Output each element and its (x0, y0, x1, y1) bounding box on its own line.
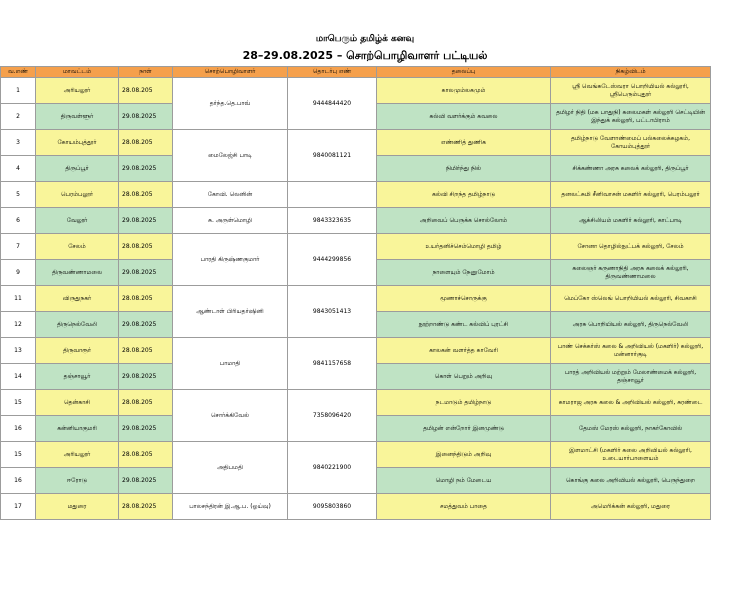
row-topic: இனைந்திடும் அறிவு (377, 442, 551, 468)
row-date: 28.08.2025 (119, 494, 173, 520)
row-speaker: கோவி. லெனின் (173, 182, 288, 208)
row-venue: இளமாட்சி (மகளிர் கலை அறிவியல் கல்லூரி, உடையார்பாளையம் (551, 442, 711, 468)
row-phone: 9444844420 (288, 78, 377, 130)
row-venue: காமராஜ அரசு கலை & அறிவியல் கல்லூரி, சுரண்டை (551, 390, 711, 416)
row-phone: 9841157658 (288, 338, 377, 390)
row-date: 29.08.2025 (119, 468, 173, 494)
row-district: திருவள்ளூர் (36, 104, 119, 130)
row-district: திருப்பூர் (36, 156, 119, 182)
row-phone: 9095803860 (288, 494, 377, 520)
row-speaker: பாரதி கிருஷ்ணகுமார் (173, 234, 288, 286)
table-header-row (1, 67, 711, 78)
row-venue: அரசு பொறியியல் கல்லூரி, திருநெல்வேலி (551, 312, 711, 338)
row-no: 1 (1, 78, 36, 104)
row-date: 28.08.205 (119, 234, 173, 260)
header-venue: நிகழ்விடம் (551, 67, 711, 78)
row-no: 15 (1, 442, 36, 468)
row-venue: அமெரிக்கன் கல்லூரி, மதுரை (551, 494, 711, 520)
row-venue: தமிழர் நிதி (மக பாதுநி) கலைமகள் கல்லூரி செட்டியின் இந்துக் கல்லூரி, பட்டாபிராம் (551, 104, 711, 130)
row-no: 12 (1, 312, 36, 338)
row-venue: பாண் செக்கர்ஸ் கலை & அறிவியல் (மகளிர்) கல்லூரி, மன்னார்குடி (551, 338, 711, 364)
row-date: 29.08.2025 (119, 156, 173, 182)
row-no: 2 (1, 104, 36, 130)
row-venue: கொங்கு கலை அறிவியல் கல்லூரி, பெருந்துறை (551, 468, 711, 494)
row-venue: மெப்கோ ஸ்லெங் பொறியியல் கல்லூரி, சிவகாசி (551, 286, 711, 312)
row-speaker: தர்ந்த.தெ.பாவ் (173, 78, 288, 130)
row-date: 28.08.205 (119, 78, 173, 104)
row-venue: தமிழ்நாடு வேளாண்மைப் பல்கலைக்கழகம், கோயம்புத்தூர் (551, 130, 711, 156)
row-date: 28.08.205 (119, 338, 173, 364)
row-no: 15 (1, 390, 36, 416)
row-no: 4 (1, 156, 36, 182)
row-date: 28.08.205 (119, 286, 173, 312)
page-title: மாபெரும் தமிழ்க் கனவு (315, 34, 415, 44)
row-topic: நடமாடும் தமிழ்நாடு (377, 390, 551, 416)
header-topic: தலைப்பு (377, 67, 551, 78)
row-district: திருநெல்வேலி (36, 312, 119, 338)
header-speaker: சொற்பொழிவாளர் (173, 67, 288, 78)
row-speaker: பாலசந்திரன் இ.ஆ.ப. (ஓய்வு) (173, 494, 288, 520)
row-district: ஈரோடு (36, 468, 119, 494)
row-date: 28.08.205 (119, 442, 173, 468)
row-phone (288, 182, 377, 208)
table-row (1, 390, 711, 416)
row-no: 6 (1, 208, 36, 234)
row-venue: சோனா தொழில்நுட்பக் கல்லூரி, சேலம் (551, 234, 711, 260)
row-no: 17 (1, 494, 36, 520)
row-district: அரியலூர் (36, 78, 119, 104)
row-no: 11 (1, 286, 36, 312)
row-no: 14 (1, 364, 36, 390)
row-speaker: பாமாதி (173, 338, 288, 390)
table-row (1, 286, 711, 312)
header-district: மாவட்டம் (36, 67, 119, 78)
row-date: 29.08.2025 (119, 312, 173, 338)
row-topic: நிமிர்ந்து நில் (377, 156, 551, 182)
row-topic: உயர்தனிச்செம்மொழி தமிழ் (377, 234, 551, 260)
row-topic: தமிழன் என்றோர் இனமுண்டு (377, 416, 551, 442)
table-row (1, 78, 711, 104)
row-no: 16 (1, 468, 36, 494)
row-topic: நாளையும் நேனுமோம் (377, 260, 551, 286)
row-date: 29.08.2025 (119, 104, 173, 130)
table-row (1, 338, 711, 364)
row-date: 28.08.205 (119, 182, 173, 208)
row-district: கோயம்புத்தூர் (36, 130, 119, 156)
row-phone: 9843323635 (288, 208, 377, 234)
row-topic: கொள் பெறும் அறிவு (377, 364, 551, 390)
row-no: 5 (1, 182, 36, 208)
row-district: வேலூர் (36, 208, 119, 234)
row-phone: 9840081121 (288, 130, 377, 182)
row-phone: 9840221900 (288, 442, 377, 494)
row-date: 29.08.2025 (119, 260, 173, 286)
row-district: தஞ்சாவூர் (36, 364, 119, 390)
speaker-table (0, 66, 711, 520)
row-venue: ஸ்ரீ வெங்கடேஸ்வரா பொறியியல் கல்லூரி, ஸ்ரீபெரும்புதூர் (551, 78, 711, 104)
header-date: நாள் (119, 67, 173, 78)
row-date: 29.08.2025 (119, 416, 173, 442)
row-no: 7 (1, 234, 36, 260)
row-topic: நூற்றாண்டு கண்ட கல்விப் புரட்சி (377, 312, 551, 338)
row-no: 16 (1, 416, 36, 442)
row-venue: ஆக்சிலியம் மகளிர் கல்லூரி, காட்பாடி (551, 208, 711, 234)
row-phone: 9843051413 (288, 286, 377, 338)
row-district: கன்னியாகுமரி (36, 416, 119, 442)
page-subtitle: 28–29.08.2025 – சொற்பொழிவாளர் பட்டியல் (242, 49, 488, 62)
row-district: திருவண்ணாமலை (36, 260, 119, 286)
table-row (1, 182, 711, 208)
row-phone: 9444299856 (288, 234, 377, 286)
row-venue: தேமஸ் மேரஸ் கல்லூரி, நாகர்கோவில் (551, 416, 711, 442)
table-row (1, 442, 711, 468)
row-district: சேலம் (36, 234, 119, 260)
table-row (1, 130, 711, 156)
row-district: திருவாரூர் (36, 338, 119, 364)
row-date: 29.08.2025 (119, 208, 173, 234)
table-row (1, 494, 711, 520)
row-venue: தனலட்சுமி சீனிவாசன் மகளிர் கல்லூரி, பெரம்பலூர் (551, 182, 711, 208)
row-district: விருதுநகர் (36, 286, 119, 312)
row-topic: மொழி நம் மேடைய (377, 468, 551, 494)
row-no: 9 (1, 260, 36, 286)
row-district: பெரம்பலூர் (36, 182, 119, 208)
row-district: மதுரை (36, 494, 119, 520)
row-speaker: சு. அருள்மொழி (173, 208, 288, 234)
row-topic: எண்ணித் துணிக (377, 130, 551, 156)
row-district: அரியலூர் (36, 442, 119, 468)
row-speaker: சொர்க்கிவேல் (173, 390, 288, 442)
header-phone: தொடர்பு எண் (288, 67, 377, 78)
row-phone: 7358096420 (288, 390, 377, 442)
row-speaker: மைலேஜ்சி பாடி (173, 130, 288, 182)
table-row (1, 208, 711, 234)
table-row (1, 234, 711, 260)
row-topic: மூணாச்சொருக்கு (377, 286, 551, 312)
row-topic: அறிவைப் பெருக்க சொல்லோம் (377, 208, 551, 234)
row-date: 28.08.205 (119, 390, 173, 416)
row-venue: கலைஞர் கருணாநிதி அரசு கலைக் கல்லூரி, திருவண்ணாமலை (551, 260, 711, 286)
row-no: 3 (1, 130, 36, 156)
row-date: 29.08.2025 (119, 364, 173, 390)
row-topic: சமத்துவம் பாதை (377, 494, 551, 520)
row-date: 28.08.205 (119, 130, 173, 156)
row-venue: பாரத் அறிவியல் மற்றும் மேலாண்மைக் கல்லூரி, தஞ்சாவூர் (551, 364, 711, 390)
row-topic: கல்வி வளர்க்கும் கவலை (377, 104, 551, 130)
row-topic: கல்வி சிறந்த தமிழ்நாடு (377, 182, 551, 208)
row-topic: காலமும்லகமும் (377, 78, 551, 104)
row-topic: காலகன் வளர்த்த காவேரி (377, 338, 551, 364)
row-speaker: ஆண்டாள் பிரியதர்ஷினி (173, 286, 288, 338)
row-district: தென்காசி (36, 390, 119, 416)
row-venue: சிக்கண்ணா அரசு கலைக் கல்லூரி, திருப்பூர் (551, 156, 711, 182)
header-no: வ.எண் (1, 67, 36, 78)
row-no: 13 (1, 338, 36, 364)
row-speaker: அதிபமதி (173, 442, 288, 494)
